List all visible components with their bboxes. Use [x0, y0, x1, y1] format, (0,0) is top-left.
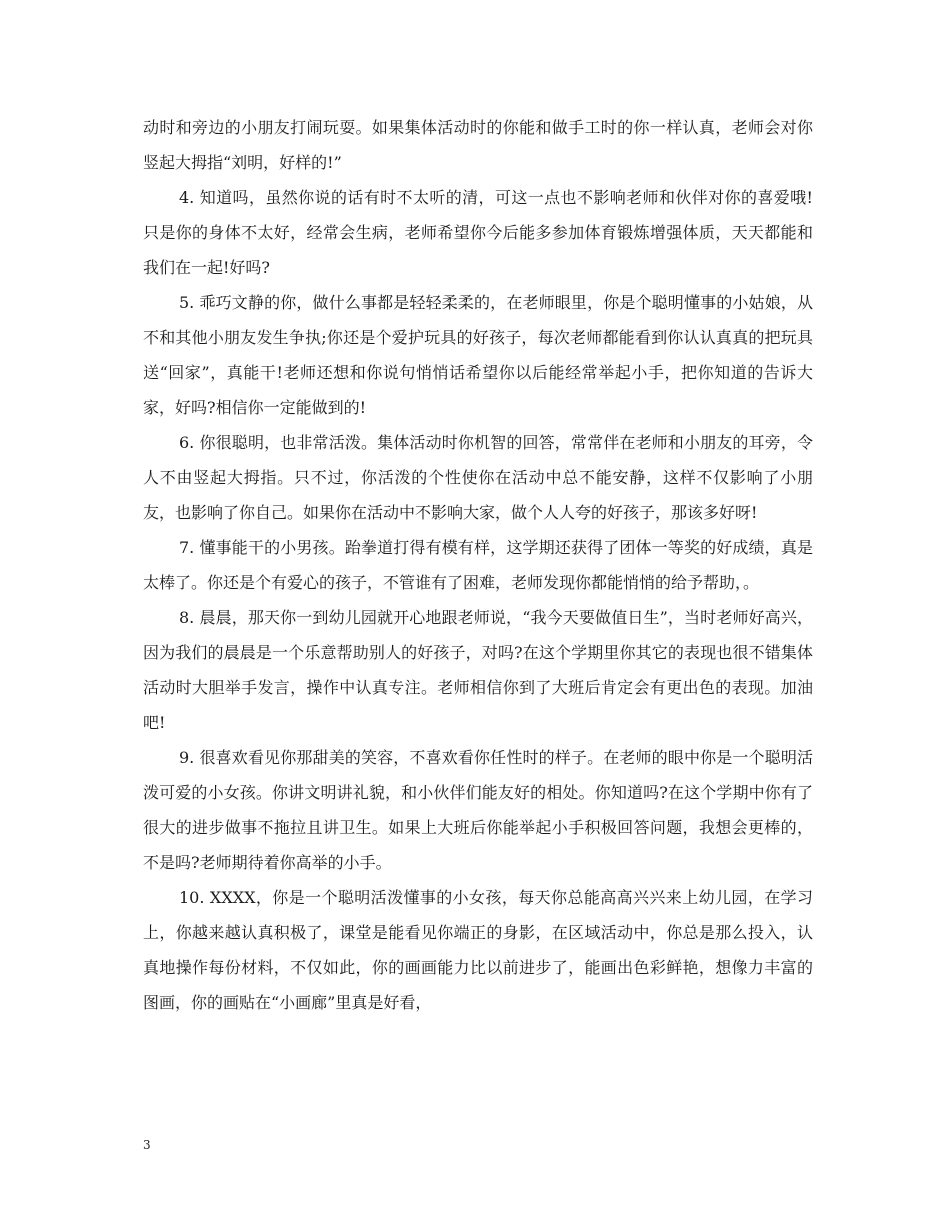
- paragraph-item-7: 7. 懂事能干的小男孩。跆拳道打得有模有样，这学期还获得了团体一等奖的好成绩，真是太棒了。你还是个有爱心的孩子，不管谁有了困难，老师发现你都能悄悄的给予帮助，。: [143, 538, 813, 592]
- paragraph-item-9: 9. 很喜欢看见你那甜美的笑容，不喜欢看你任性时的样子。在老师的眼中你是一个聪明活泼可爱的小女孩。你讲文明讲礼貌，和小伙伴们能友好的相处。你知道吗?在这个学期中你有了很大的进步做事不拖拉且讲卫生。如果上大班后你能举起小手积极回答问题，我想会更棒的，不是吗?老师期待着你高举的小手。: [143, 748, 813, 872]
- paragraph-continuation: 动时和旁边的小朋友打闹玩耍。如果集体活动时的你能和做手工时的你一样认真，老师会对你竖起大拇指“刘明，好样的!”: [143, 118, 813, 172]
- paragraph-item-5: 5. 乖巧文静的你，做什么事都是轻轻柔柔的，在老师眼里，你是个聪明懂事的小姑娘，从不和其他小朋友发生争执;你还是个爱护玩具的好孩子，每次老师都能看到你认认真真的把玩具送“回家”，真能干!老师还想和你说句悄悄话希望你以后能经常举起小手，把你知道的告诉大家，好吗?相信你一定能做到的!: [143, 293, 813, 417]
- paragraph-item-8: 8. 晨晨，那天你一到幼儿园就开心地跟老师说，“我今天要做值日生”，当时老师好高兴，因为我们的晨晨是一个乐意帮助别人的好孩子，对吗?在这个学期里你其它的表现也很不错集体活动时大胆举手发言，操作中认真专注。老师相信你到了大班后肯定会有更出色的表现。加油吧!: [143, 608, 813, 732]
- paragraph-item-6: 6. 你很聪明，也非常活泼。集体活动时你机智的回答，常常伴在老师和小朋友的耳旁，令人不由竖起大拇指。只不过，你活泼的个性使你在活动中总不能安静，这样不仅影响了小朋友，也影响了你自己。如果你在活动中不影响大家，做个人人夸的好孩子，那该多好呀!: [143, 433, 813, 522]
- paragraph-item-4: 4. 知道吗，虽然你说的话有时不太听的清，可这一点也不影响老师和伙伴对你的喜爱哦!只是你的身体不太好，经常会生病，老师希望你今后能多参加体育锻炼增强体质，天天都能和我们在一起!好吗?: [143, 188, 813, 277]
- page-number: 3: [143, 1138, 151, 1152]
- paragraph-item-10: 10. XXXX，你是一个聪明活泼懂事的小女孩，每天你总能高高兴兴来上幼儿园，在学习上，你越来越认真积极了，课堂是能看见你端正的身影，在区域活动中，你总是那么投入，认真地操作每份材料，不仅如此，你的画画能力比以前进步了，能画出色彩鲜艳，想像力丰富的图画，你的画贴在“小画廊”里真是好看，: [143, 888, 813, 1012]
- document-body: [143, 110, 813, 1020]
